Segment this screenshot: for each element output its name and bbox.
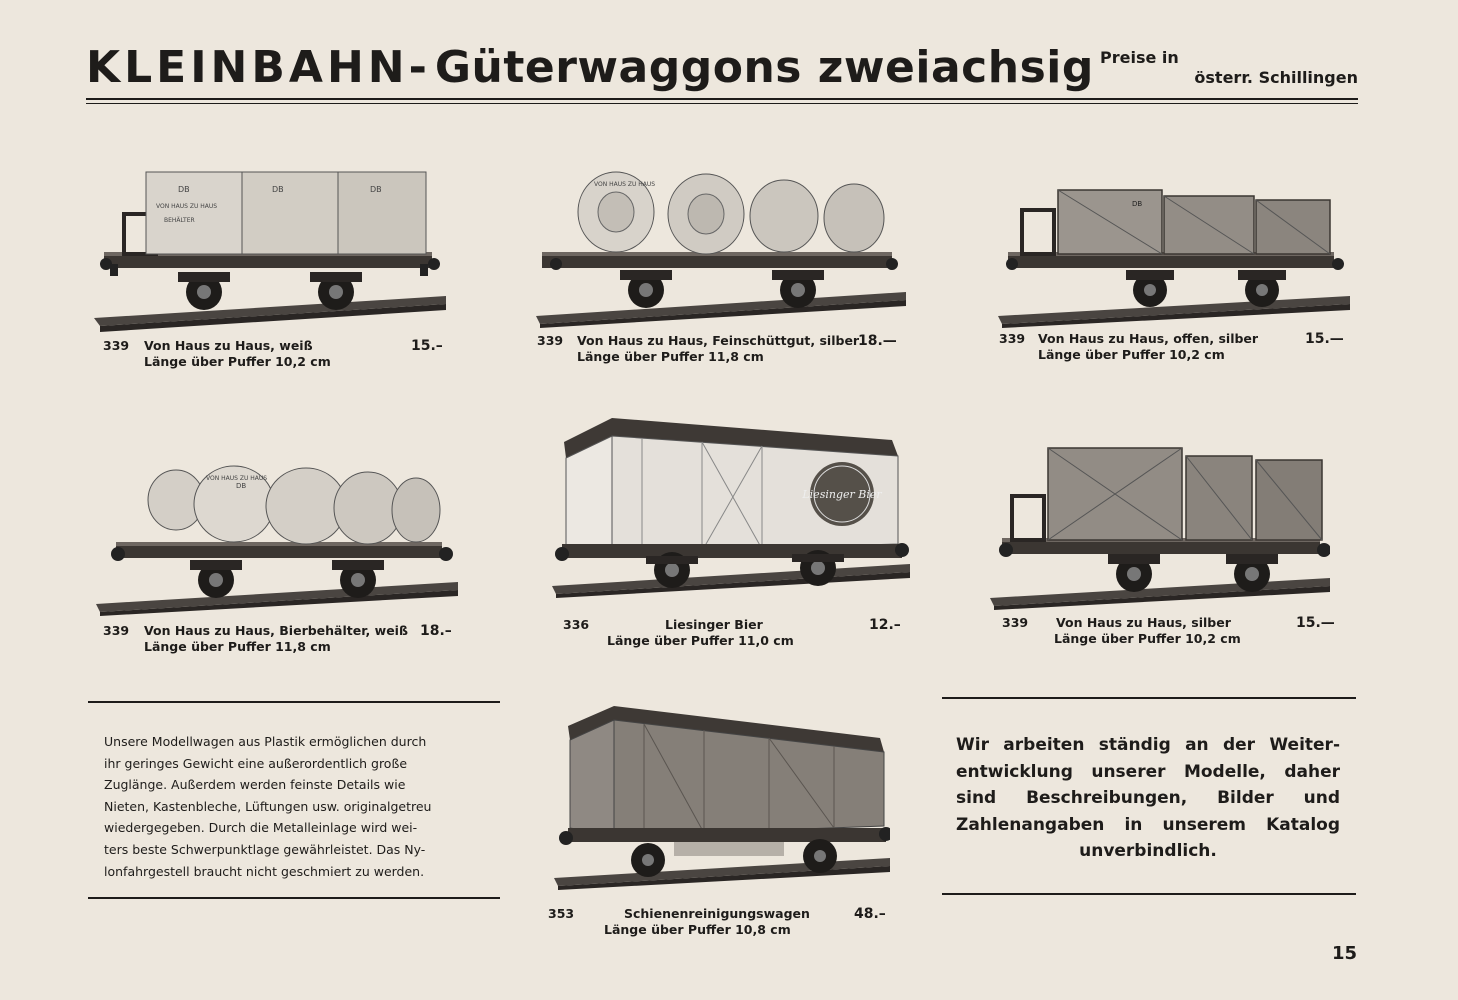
disclaimer-line: entwicklung unserer Modelle, daher: [956, 761, 1340, 782]
disclaimer-line: unverbindlich.: [1079, 841, 1217, 861]
wagon-image-beer-barrels: [96, 454, 458, 616]
barrel-marking-db: DB: [236, 482, 247, 490]
info-line: ihr geringes Gewicht eine außerordentlich große: [104, 755, 408, 771]
product-caption-2: [537, 333, 907, 367]
product-number: 336: [563, 617, 590, 632]
product-caption-1: [103, 338, 453, 372]
product-number: 353: [548, 906, 575, 921]
wagon-image-white-containers: [94, 160, 446, 332]
product-length: Länge über Puffer 11,0 cm: [607, 633, 794, 648]
info-line: Nieten, Kastenbleche, Lüftungen usw. originalgetreu: [104, 798, 432, 814]
disclaimer-line: sind Beschreibungen, Bilder und: [956, 788, 1340, 808]
disclaimer-rule-bottom: [942, 893, 1356, 895]
product-length: Länge über Puffer 10,8 cm: [604, 922, 791, 937]
title-separator: -: [408, 42, 429, 93]
product-number: 339: [103, 338, 130, 353]
page-title: [86, 36, 1094, 100]
product-length: Länge über Puffer 10,2 cm: [144, 354, 331, 369]
wagon-image-open-containers: [998, 180, 1350, 328]
product-name: Von Haus zu Haus, silber: [1056, 615, 1231, 630]
page-number: 15: [1332, 943, 1358, 964]
barrel-marking-von-haus: VON HAUS ZU HAUS: [206, 475, 268, 482]
container-marking-db-2: DB: [272, 185, 284, 194]
tank-marking-von-haus: VON HAUS ZU HAUS: [594, 181, 656, 188]
product-caption-5: [563, 617, 913, 651]
product-price: 18.–: [420, 623, 452, 639]
disclaimer-paragraph: [956, 732, 1340, 865]
container-marking-db: DB: [1132, 200, 1143, 208]
wagon-image-track-cleaner: [554, 704, 890, 890]
price-note: [1080, 48, 1360, 88]
product-caption-7: [548, 906, 908, 940]
container-marking-db-3: DB: [370, 185, 382, 194]
product-price: 15.–: [411, 338, 443, 354]
price-note-line1: Preise in: [1100, 48, 1179, 67]
product-name: Von Haus zu Haus, Feinschüttgut, silber: [577, 333, 860, 348]
info-paragraph: [104, 731, 486, 882]
product-price: 18.—: [858, 333, 897, 349]
header-rule-bottom: [86, 103, 1358, 104]
product-name: Liesinger Bier: [665, 617, 763, 632]
product-name: Von Haus zu Haus, offen, silber: [1038, 331, 1259, 346]
disclaimer-rule-top: [942, 697, 1356, 699]
product-number: 339: [103, 623, 130, 638]
wagon-image-bulk-tanks: [536, 156, 906, 328]
header-rule-top: [86, 98, 1358, 100]
product-caption-3: [999, 331, 1351, 365]
product-number: 339: [537, 333, 564, 348]
product-caption-4: [103, 623, 463, 657]
price-note-line2: österr. Schillingen: [1194, 68, 1358, 87]
info-line: ters beste Schwerpunktlage gewährleistet. Das Ny-: [104, 841, 426, 857]
product-price: 48.–: [854, 906, 886, 922]
container-marking-db-1: DB: [178, 185, 190, 194]
info-line: wiedergegeben. Durch die Metalleinlage wird wei-: [104, 820, 418, 836]
info-line: Zuglänge. Außerdem werden feinste Details wie: [104, 777, 406, 793]
info-rule-bottom: [88, 897, 500, 899]
product-price: 15.—: [1305, 331, 1344, 347]
disclaimer-line: Zahlenangaben in unserem Katalog: [956, 814, 1340, 835]
product-caption-6: [1002, 615, 1354, 649]
product-price: 15.—: [1296, 615, 1335, 631]
product-length: Länge über Puffer 11,8 cm: [577, 349, 764, 364]
wagon-image-silver-crates: [990, 440, 1330, 610]
disclaimer-line: Wir arbeiten ständig an der Weiter-: [956, 735, 1340, 755]
info-line: lonfahrgestell braucht nicht geschmiert zu werden.: [104, 863, 425, 879]
container-marking-behaelter: BEHÄLTER: [164, 217, 195, 224]
info-line: Unsere Modellwagen aus Plastik ermöglichen durch: [104, 734, 427, 749]
container-marking-von-haus: VON HAUS ZU HAUS: [156, 203, 218, 210]
liesinger-logo-text: Liesinger Bier: [802, 488, 882, 501]
title-subject: Güterwaggons zweiachsig: [434, 42, 1094, 93]
product-name: Von Haus zu Haus, Bierbehälter, weiß: [144, 623, 408, 638]
product-length: Länge über Puffer 10,2 cm: [1038, 347, 1225, 362]
product-length: Länge über Puffer 11,8 cm: [144, 639, 331, 654]
product-length: Länge über Puffer 10,2 cm: [1054, 631, 1241, 646]
wagon-image-liesinger-beer: [552, 412, 910, 598]
info-rule-top: [88, 701, 500, 703]
product-number: 339: [999, 331, 1026, 346]
title-brand: KLEINBAHN: [86, 42, 409, 93]
product-name: Von Haus zu Haus, weiß: [144, 338, 313, 353]
product-number: 339: [1002, 615, 1029, 630]
product-name: Schienenreinigungswagen: [624, 906, 810, 921]
product-price: 12.–: [869, 617, 901, 633]
